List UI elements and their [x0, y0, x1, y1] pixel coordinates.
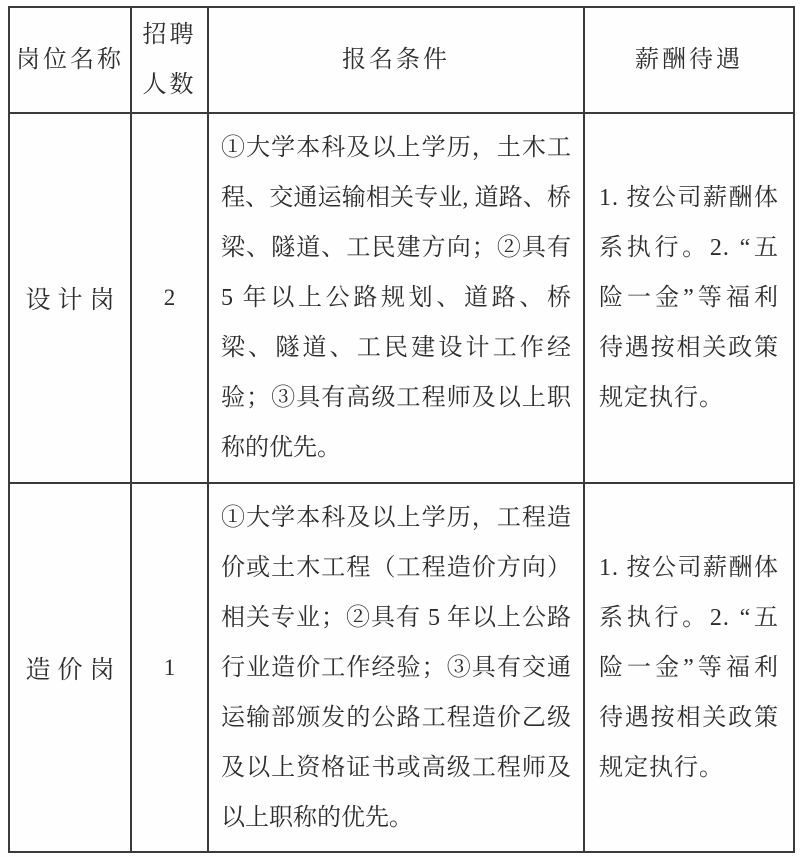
- header-cell-salary: [584, 7, 794, 113]
- header-headcount-line1: 招聘: [142, 22, 197, 48]
- headcount-cell: [131, 483, 208, 852]
- headcount-cell: [131, 113, 208, 483]
- salary-cell: [584, 113, 794, 483]
- position-name-cell: [9, 483, 131, 852]
- headcount-value: 2: [163, 285, 176, 310]
- position-name: 造价岗: [25, 656, 122, 684]
- header-cell-headcount: [131, 7, 208, 113]
- header-cell-conditions: [208, 7, 584, 113]
- table-header-row: [9, 7, 794, 113]
- header-conditions-label: 报名条件: [342, 47, 450, 73]
- conditions-text: ①大学本科及以上学历，工程造价或土木工程（工程造价方向）相关专业；②具有 5 年以上公路行业造价工作经验；③具有交通运输部颁发的公路工程造价乙级及以上资格证书或高级工程师及以上职称的优先。: [221, 504, 571, 831]
- table-row-design: [9, 113, 794, 483]
- headcount-value: 1: [163, 654, 176, 680]
- conditions-cell: [208, 113, 584, 483]
- conditions-text: ①大学本科及以上学历，土木工程、交通运输相关专业, 道路、桥梁、隧道、工民建方向；②具有 5 年以上公路规划、道路、桥梁、隧道、工民建设计工作经验；③具有高级工程师及以上职称的优先。: [221, 135, 571, 461]
- header-salary-label: 薪酬待遇: [635, 47, 743, 73]
- position-name: 设计岗: [25, 287, 122, 314]
- conditions-cell: [208, 483, 584, 852]
- position-name-cell: [9, 113, 131, 483]
- header-headcount-line2: 人数: [142, 72, 197, 98]
- salary-text: 1. 按公司薪酬体系执行。2. “五险一金”等福利待遇按相关政策规定执行。: [599, 554, 779, 781]
- recruitment-table: [8, 6, 795, 853]
- header-cell-position: [9, 7, 131, 113]
- salary-cell: [584, 483, 794, 852]
- salary-text: 1. 按公司薪酬体系执行。2. “五险一金”等福利待遇按相关政策规定执行。: [599, 185, 779, 411]
- table-row-cost: [9, 483, 794, 852]
- header-position-label: 岗位名称: [16, 47, 124, 73]
